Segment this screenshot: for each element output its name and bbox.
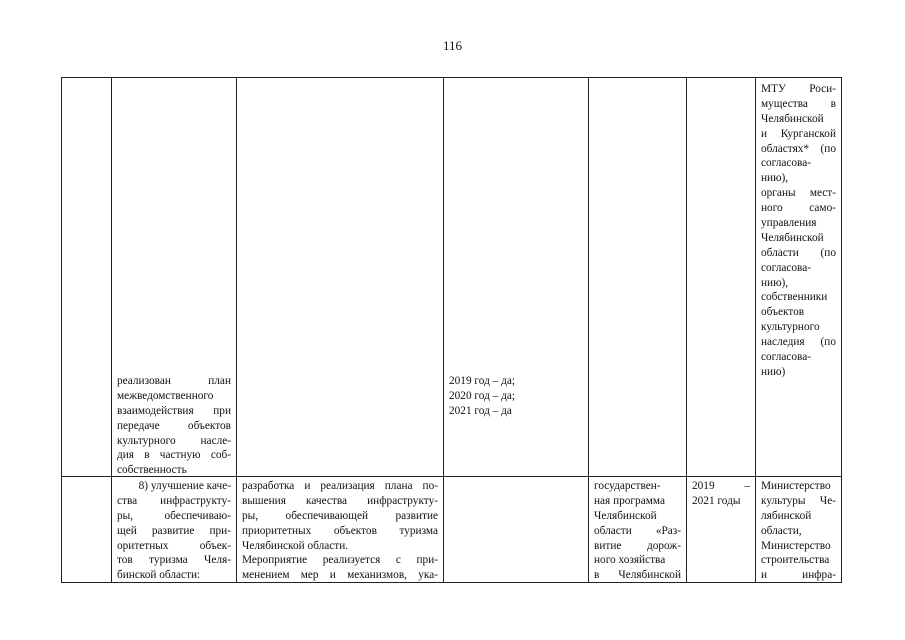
task-line: оритетных объек-: [117, 539, 231, 552]
result-line: реализован план: [117, 375, 231, 387]
executors-line: нию),: [761, 172, 789, 185]
executors-line: объектов: [761, 306, 805, 319]
cell-task: [112, 477, 237, 583]
activity-line: ры, обеспечивающей развитие: [242, 509, 438, 522]
cell-program: [589, 477, 687, 583]
result-line: передаче объектов: [117, 419, 231, 432]
executors-line: Челябинской: [761, 112, 824, 125]
activity-line: Мероприятие реализуется с при-: [242, 554, 438, 567]
executors-line: нию): [761, 365, 786, 378]
program-line: ная программа: [594, 494, 665, 507]
program-line: области «Раз-: [594, 524, 681, 537]
executors-line: областях* (по: [761, 142, 836, 155]
executors-line: Министерство: [761, 539, 831, 552]
executors-line: нию),: [761, 276, 789, 289]
task-line: ры, обеспечиваю-: [117, 509, 231, 522]
task-line: ства инфраструкту-: [117, 494, 231, 507]
executors-line: управления: [761, 217, 817, 230]
table-row-task-8: [62, 477, 842, 583]
cell-number: [62, 477, 112, 583]
cell-executors: [756, 477, 842, 583]
task-line: бинской области:: [117, 569, 201, 582]
executors-line: ного само-: [761, 202, 836, 215]
result-line: межведомственного: [117, 389, 214, 402]
executors-line: мущества в: [761, 97, 836, 110]
cell-program: [589, 78, 687, 477]
executors-line: культуры Че-: [761, 494, 836, 507]
activity-line: менением мер и механизмов, ука-: [242, 569, 438, 582]
table-row-continued: [62, 78, 842, 477]
cell-years: [444, 477, 589, 583]
cell-period: [687, 477, 756, 583]
executors-line: области,: [761, 524, 802, 537]
executors-line: и Курганской: [761, 127, 836, 140]
executors-line: согласова-: [761, 351, 811, 364]
years-line: 2019 год – да;: [449, 375, 516, 387]
activity-line: приоритетных объектов туризма: [242, 524, 438, 537]
cell-number: [62, 78, 112, 477]
period-line: 2019 –: [692, 480, 750, 492]
activity-line: разработка и реализация плана по-: [242, 480, 438, 492]
executors-line: МТУ Роси-: [761, 83, 836, 95]
executors-line: культурного: [761, 321, 820, 334]
cell-executors: [756, 78, 842, 477]
executors-line: лябинской: [761, 509, 812, 522]
task-line: щей развитие при-: [117, 524, 231, 537]
activity-line: Челябинской области.: [242, 539, 349, 552]
program-line: витие дорож-: [594, 539, 681, 552]
program-line: в Челябинской: [594, 569, 681, 582]
cell-years: [444, 78, 589, 477]
cell-activity: [237, 477, 444, 583]
executors-line: Министерство: [761, 480, 831, 492]
period-line: 2021 годы: [692, 494, 741, 507]
task-line: тов туризма Челя-: [117, 554, 231, 567]
result-line: культурного насле-: [117, 434, 231, 447]
program-line: ного хозяйства: [594, 554, 666, 567]
years-line: 2020 год – да;: [449, 389, 516, 402]
measures-table: [61, 77, 842, 583]
executors-line: наследия (по: [761, 336, 836, 349]
executors-line: органы мест-: [761, 187, 836, 200]
program-line: Челябинской: [594, 509, 657, 522]
executors-line: согласова-: [761, 261, 811, 274]
result-line: взаимодействия при: [117, 404, 231, 417]
result-line: дия в частную соб-: [117, 449, 231, 462]
task-line: 8) улучшение каче-: [138, 480, 231, 492]
result-line: собственность: [117, 464, 187, 477]
cell-period: [687, 78, 756, 477]
activity-line: вышения качества инфраструкту-: [242, 494, 438, 507]
executors-line: и инфра-: [761, 569, 836, 582]
cell-result: [112, 78, 237, 477]
executors-line: согласова-: [761, 157, 811, 170]
years-line: 2021 год – да: [449, 404, 512, 417]
executors-line: области (по: [761, 246, 836, 259]
cell-activity: [237, 78, 444, 477]
program-line: государствен-: [594, 480, 661, 492]
executors-line: строительства: [761, 554, 830, 567]
executors-line: собственники: [761, 291, 828, 304]
executors-line: Челябинской: [761, 231, 824, 244]
page-number: 116: [442, 38, 463, 53]
